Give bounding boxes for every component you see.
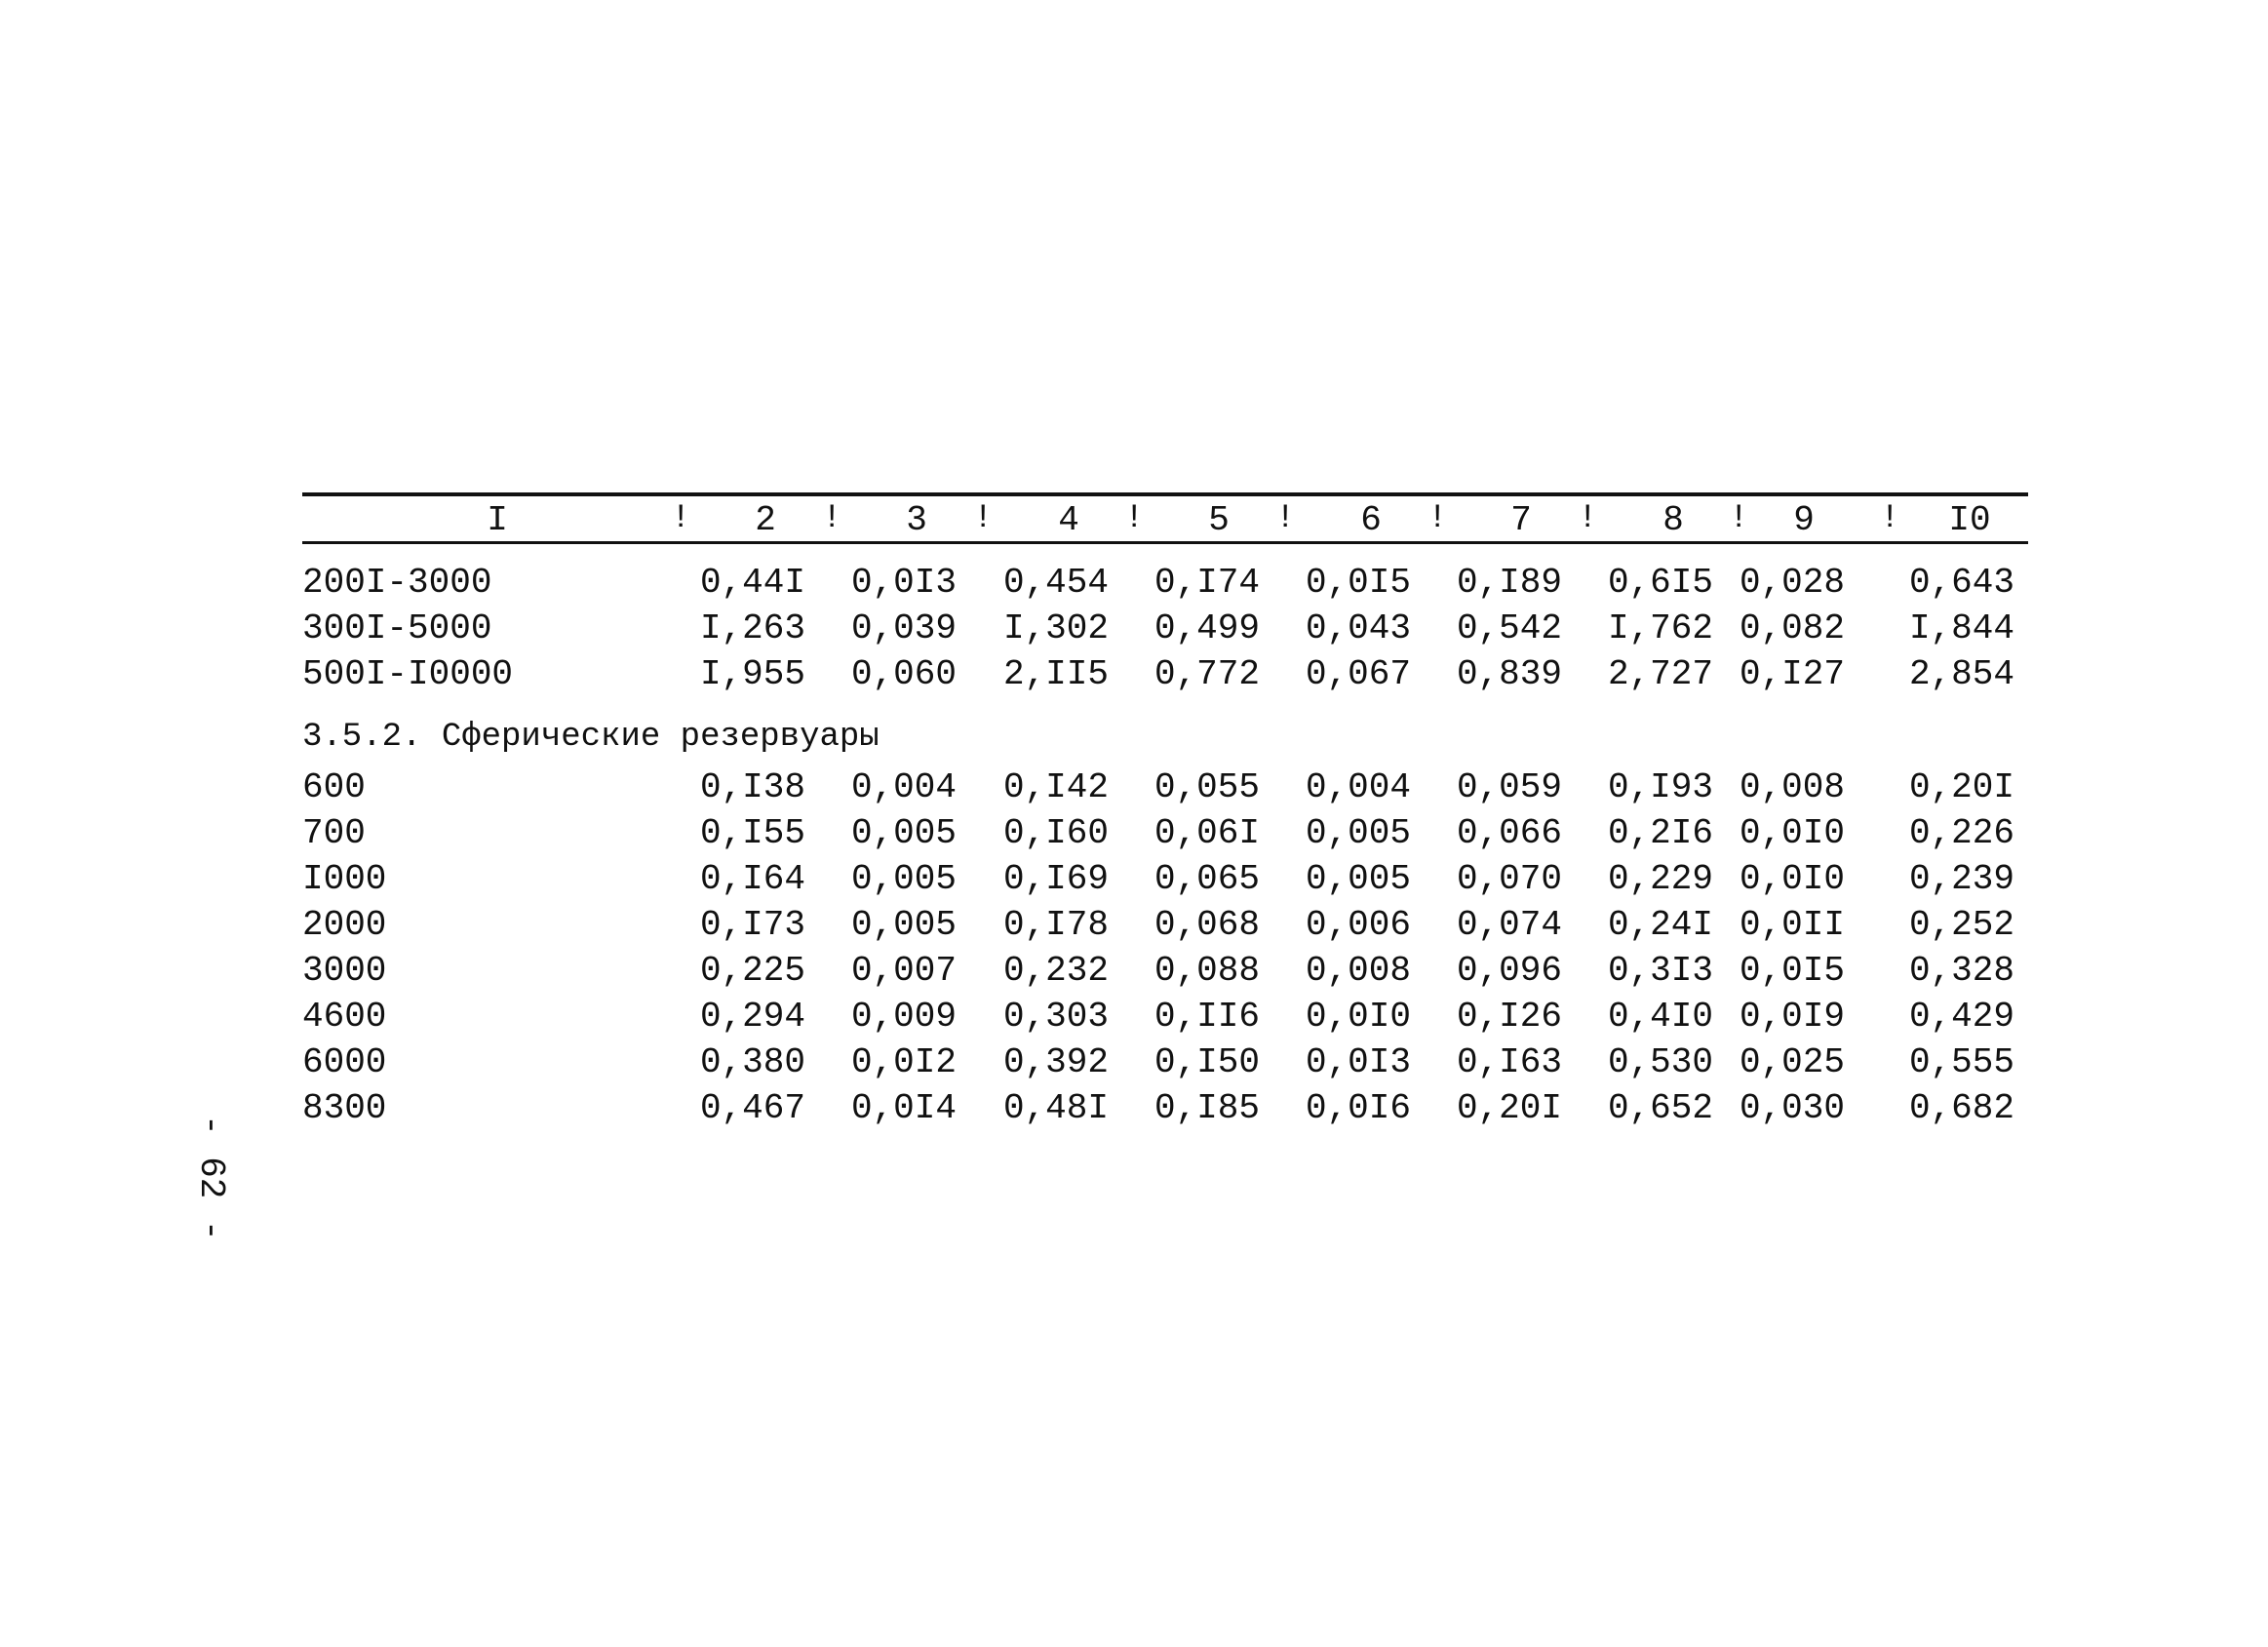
cell: 0,225 xyxy=(699,951,805,991)
cell: I,762 xyxy=(1607,608,1713,648)
cell: 0,088 xyxy=(1154,951,1260,991)
row-label: 200I-3000 xyxy=(302,563,492,603)
cell: 0,2I6 xyxy=(1607,813,1713,853)
cell: I,302 xyxy=(1002,608,1109,648)
cell: 0,I63 xyxy=(1456,1042,1562,1082)
cell: 0,004 xyxy=(1305,767,1411,807)
cell: 0,839 xyxy=(1456,654,1562,694)
cell: 0,I73 xyxy=(699,905,805,945)
cell: 0,0I0 xyxy=(1739,813,1845,853)
cell: 0,542 xyxy=(1456,608,1562,648)
cell: 0,096 xyxy=(1456,951,1562,991)
header-separator: ! xyxy=(1124,500,1145,537)
cell: 0,20I xyxy=(1456,1088,1562,1128)
header-col-5: 5 xyxy=(1208,500,1230,540)
cell: 0,I78 xyxy=(1002,905,1109,945)
cell: 0,0I3 xyxy=(850,563,957,603)
table-row xyxy=(302,813,2028,856)
cell: 0,I85 xyxy=(1154,1088,1260,1128)
cell: 0,I89 xyxy=(1456,563,1562,603)
header-col-9: 9 xyxy=(1793,500,1815,540)
table-row xyxy=(302,997,2028,1039)
cell: 0,0I6 xyxy=(1305,1088,1411,1128)
row-label: 4600 xyxy=(302,997,387,1037)
header-separator: ! xyxy=(671,500,691,537)
cell: 0,I50 xyxy=(1154,1042,1260,1082)
section-title: 3.5.2. Сферические резервуары xyxy=(302,719,880,756)
header-separator: ! xyxy=(1880,500,1900,537)
cell: 0,028 xyxy=(1739,563,1845,603)
cell: 0,055 xyxy=(1154,767,1260,807)
cell: 0,030 xyxy=(1739,1088,1845,1128)
cell: 0,005 xyxy=(1305,813,1411,853)
cell: 0,380 xyxy=(699,1042,805,1082)
cell: 0,I42 xyxy=(1002,767,1109,807)
cell: 0,008 xyxy=(1305,951,1411,991)
cell: 0,20I xyxy=(1908,767,2014,807)
cell: 0,44I xyxy=(699,563,805,603)
header-separator: ! xyxy=(1427,500,1448,537)
cell: 0,555 xyxy=(1908,1042,2014,1082)
table-top-rule xyxy=(302,492,2028,496)
cell: 0,0I2 xyxy=(850,1042,957,1082)
cell: 0,303 xyxy=(1002,997,1109,1037)
header-separator: ! xyxy=(973,500,994,537)
header-separator: ! xyxy=(1275,500,1296,537)
cell: 0,005 xyxy=(850,813,957,853)
cell: I,955 xyxy=(699,654,805,694)
table-row xyxy=(302,951,2028,994)
cell: 0,004 xyxy=(850,767,957,807)
page-number: - 62 - xyxy=(191,1115,231,1241)
cell: 0,0I9 xyxy=(1739,997,1845,1037)
table-row xyxy=(302,1042,2028,1085)
cell: 0,682 xyxy=(1908,1088,2014,1128)
cell: 0,0II xyxy=(1739,905,1845,945)
cell: 0,467 xyxy=(699,1088,805,1128)
cell: 2,854 xyxy=(1908,654,2014,694)
cell: 0,0I5 xyxy=(1739,951,1845,991)
cell: 0,074 xyxy=(1456,905,1562,945)
header-col-2: 2 xyxy=(755,500,776,540)
header-col-7: 7 xyxy=(1510,500,1532,540)
cell: 0,3I3 xyxy=(1607,951,1713,991)
table-header xyxy=(302,500,2028,539)
cell: 0,294 xyxy=(699,997,805,1037)
cell: I,263 xyxy=(699,608,805,648)
row-label: 300I-5000 xyxy=(302,608,492,648)
cell: 2,727 xyxy=(1607,654,1713,694)
cell: 0,4I0 xyxy=(1607,997,1713,1037)
cell: 0,239 xyxy=(1908,859,2014,899)
cell: 0,I55 xyxy=(699,813,805,853)
cell: 0,I74 xyxy=(1154,563,1260,603)
cell: 0,II6 xyxy=(1154,997,1260,1037)
cell: 0,005 xyxy=(1305,859,1411,899)
row-label: 6000 xyxy=(302,1042,387,1082)
header-separator: ! xyxy=(1578,500,1598,537)
row-label: 2000 xyxy=(302,905,387,945)
cell: 0,392 xyxy=(1002,1042,1109,1082)
cell: 0,229 xyxy=(1607,859,1713,899)
cell: 0,I60 xyxy=(1002,813,1109,853)
row-label: 8300 xyxy=(302,1088,387,1128)
row-label: 600 xyxy=(302,767,366,807)
cell: 0,I38 xyxy=(699,767,805,807)
cell: 0,060 xyxy=(850,654,957,694)
row-label: 3000 xyxy=(302,951,387,991)
cell: 0,652 xyxy=(1607,1088,1713,1128)
cell: 2,II5 xyxy=(1002,654,1109,694)
cell: 0,0I3 xyxy=(1305,1042,1411,1082)
table-row xyxy=(302,767,2028,810)
cell: 0,043 xyxy=(1305,608,1411,648)
cell: 0,232 xyxy=(1002,951,1109,991)
cell: 0,008 xyxy=(1739,767,1845,807)
table-row xyxy=(302,1088,2028,1131)
cell: 0,0I4 xyxy=(850,1088,957,1128)
cell: 0,772 xyxy=(1154,654,1260,694)
row-label: 700 xyxy=(302,813,366,853)
cell: 0,067 xyxy=(1305,654,1411,694)
header-separator: ! xyxy=(1729,500,1749,537)
cell: 0,0I5 xyxy=(1305,563,1411,603)
header-col-3: 3 xyxy=(906,500,927,540)
cell: 0,0I0 xyxy=(1305,997,1411,1037)
cell: 0,226 xyxy=(1908,813,2014,853)
header-col-8: 8 xyxy=(1662,500,1684,540)
cell: 0,039 xyxy=(850,608,957,648)
cell: 0,I27 xyxy=(1739,654,1845,694)
table-row xyxy=(302,859,2028,902)
header-col-4: 4 xyxy=(1058,500,1079,540)
cell: 0,06I xyxy=(1154,813,1260,853)
cell: 0,0I0 xyxy=(1739,859,1845,899)
cell: 0,429 xyxy=(1908,997,2014,1037)
cell: 0,009 xyxy=(850,997,957,1037)
row-label: 500I-I0000 xyxy=(302,654,514,694)
cell: 0,025 xyxy=(1739,1042,1845,1082)
header-col-10: I0 xyxy=(1948,500,1991,540)
cell: 0,005 xyxy=(850,859,957,899)
table-row xyxy=(302,608,2028,651)
table-row xyxy=(302,905,2028,948)
header-separator: ! xyxy=(822,500,842,537)
cell: 0,24I xyxy=(1607,905,1713,945)
cell: 0,I26 xyxy=(1456,997,1562,1037)
cell: 0,070 xyxy=(1456,859,1562,899)
cell: 0,I93 xyxy=(1607,767,1713,807)
cell: I,844 xyxy=(1908,608,2014,648)
cell: 0,6I5 xyxy=(1607,563,1713,603)
row-label: I000 xyxy=(302,859,387,899)
header-col-6: 6 xyxy=(1360,500,1382,540)
cell: 0,I69 xyxy=(1002,859,1109,899)
cell: 0,499 xyxy=(1154,608,1260,648)
cell: 0,454 xyxy=(1002,563,1109,603)
cell: 0,005 xyxy=(850,905,957,945)
cell: 0,082 xyxy=(1739,608,1845,648)
cell: 0,059 xyxy=(1456,767,1562,807)
cell: 0,I64 xyxy=(699,859,805,899)
cell: 0,006 xyxy=(1305,905,1411,945)
cell: 0,066 xyxy=(1456,813,1562,853)
table-header-rule xyxy=(302,541,2028,544)
cell: 0,643 xyxy=(1908,563,2014,603)
cell: 0,252 xyxy=(1908,905,2014,945)
cell: 0,007 xyxy=(850,951,957,991)
cell: 0,065 xyxy=(1154,859,1260,899)
cell: 0,530 xyxy=(1607,1042,1713,1082)
header-col-1: I xyxy=(487,500,508,540)
cell: 0,328 xyxy=(1908,951,2014,991)
cell: 0,068 xyxy=(1154,905,1260,945)
table-row xyxy=(302,563,2028,606)
cell: 0,48I xyxy=(1002,1088,1109,1128)
table-row xyxy=(302,654,2028,697)
